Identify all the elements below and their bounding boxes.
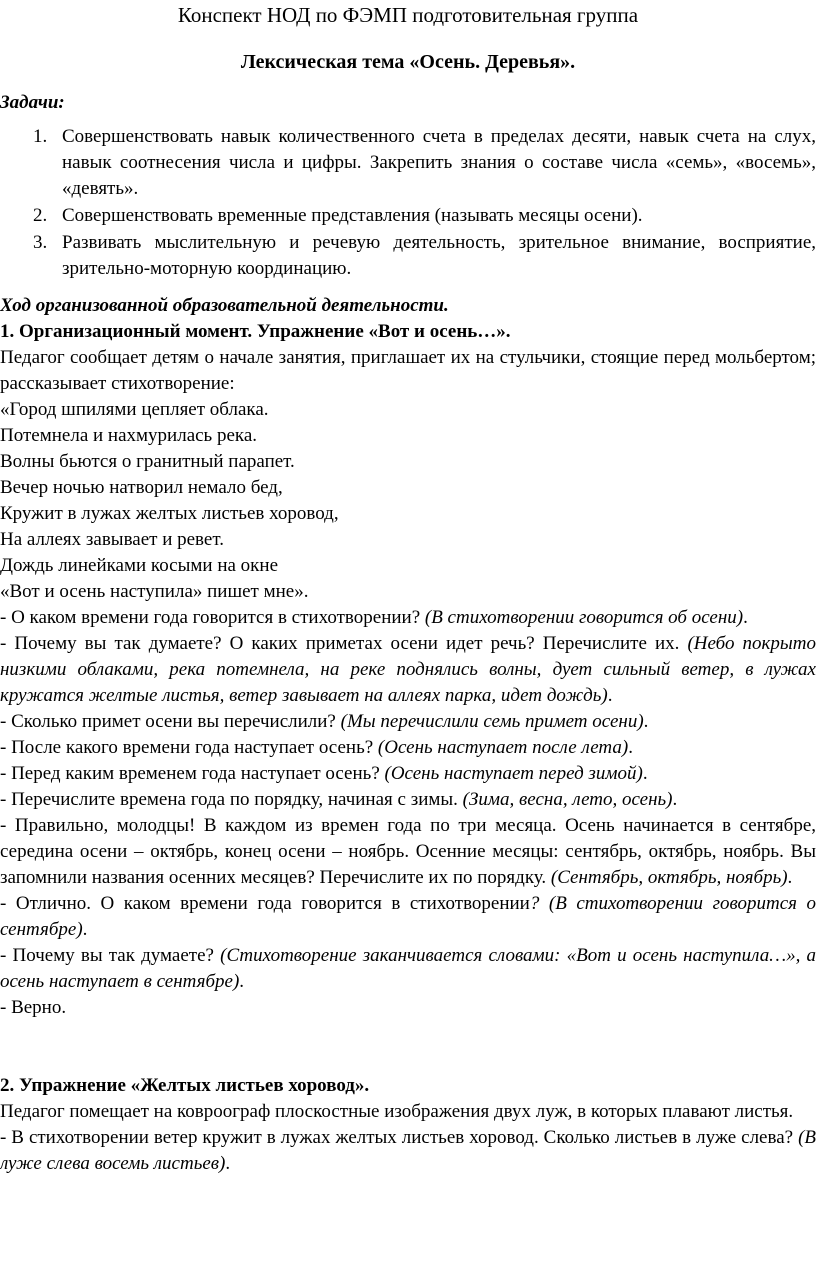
document-title: Конспект НОД по ФЭМП подготовительная группа	[177, 3, 639, 27]
question-text: - Почему вы так думаете?	[0, 945, 221, 966]
poem-line: Волны бьются о гранитный парапет.	[0, 451, 295, 472]
paragraph-spacer	[0, 1021, 816, 1073]
question-text: - В стихотворении ветер кружит в лужах желтых листьев хоровод. Сколько листьев в луже слева?	[0, 1127, 799, 1148]
lesson-body	[0, 293, 816, 1177]
question-text: - Сколько примет осени вы перечислили?	[0, 711, 341, 732]
question-text: - Верно.	[0, 997, 67, 1018]
poem-line: Вечер ночью натворил немало бед,	[0, 477, 283, 498]
task-number: 1.	[33, 126, 48, 147]
poem-line: Потемнела и нахмурилась река.	[0, 425, 258, 446]
dialogue-line	[0, 891, 816, 943]
sentence-end: .	[642, 763, 648, 784]
task-number: 3.	[33, 232, 48, 253]
poem-line: Кружит в лужах желтых листьев хоровод,	[0, 503, 339, 524]
answer-text: (Осень наступает перед зимой)	[384, 763, 643, 784]
sentence-end: .	[643, 711, 649, 732]
sentence-end: .	[787, 867, 793, 888]
course-heading: Ход организованной образовательной деятельности.	[0, 295, 449, 316]
dialogue-line	[0, 813, 816, 891]
dialogue-line	[0, 605, 816, 631]
section-1-heading: 1. Организационный момент. Упражнение «Вот и осень…».	[0, 321, 511, 342]
tasks-label: Задачи:	[0, 92, 65, 113]
dialogue-line	[0, 735, 816, 761]
answer-text: (Мы перечислили семь примет осени)	[340, 711, 644, 732]
section-2-heading: 2. Упражнение «Желтых листьев хоровод».	[0, 1075, 370, 1096]
question-text: - После какого времени года наступает осень?	[0, 737, 378, 758]
sentence-end: .	[672, 789, 678, 810]
answer-text: (Небо покрыто низкими облаками, река потемнела, на реке поднялись волны, дует сильный ветер, в лужах кружатся желтые листья, ветер завывает на аллеях парка, идет дождь)	[0, 633, 816, 706]
sentence-end: .	[607, 685, 613, 706]
question-text: - О каком времени года говорится в стихотворении?	[0, 607, 425, 628]
sentence-end: .	[82, 919, 88, 940]
answer-text: (В луже слева восемь листьев)	[0, 1127, 816, 1174]
sentence-end: .	[225, 1153, 231, 1174]
dialogue-line	[0, 995, 816, 1021]
sentence-end: .	[239, 971, 245, 992]
poem-line: «Город шпилями цепляет облака.	[0, 399, 269, 420]
question-text: - Перечислите времена года по порядку, начиная с зимы.	[0, 789, 463, 810]
question-text: - Правильно, молодцы! В каждом из времен года по три месяца. Осень начинается в сентябре, середина осени – октябрь, конец осени – ноябрь. Осенние месяцы: сентябрь, октябрь, ноябрь. Вы запомнили названия осенних месяцев? Перечислите их по порядку.	[0, 815, 816, 888]
task-text: Совершенствовать навык количественного счета в пределах десяти, навык счета на слух, навык соотнесения числа и цифры. Закрепить знания о составе числа «семь», «восемь», «девять».	[62, 126, 816, 199]
dialogue-line	[0, 943, 816, 995]
dialogue-line	[0, 787, 816, 813]
poem-line: «Вот и осень наступила» пишет мне».	[0, 581, 309, 602]
poem-line: Дождь линейками косыми на окне	[0, 555, 278, 576]
dialogue-line	[0, 761, 816, 787]
question-text: - Почему вы так думаете? О каких приметах осени идет речь? Перечислите их.	[0, 633, 688, 654]
answer-text: (Осень наступает после лета)	[377, 737, 629, 758]
dialogue-line	[0, 631, 816, 709]
section-1-intro: Педагог сообщает детям о начале занятия, приглашает их на стульчики, стоящие перед мольбертом; рассказывает стихотворение:	[0, 347, 816, 394]
answer-text: (Стихотворение заканчивается словами: «Вот и осень наступила…», а осень наступает в сентябре)	[0, 945, 816, 992]
answer-text: ? (В стихотворении говорится о сентябре)	[0, 893, 816, 940]
dialogue-line	[0, 709, 816, 735]
answer-text: (В стихотворении говорится об осени)	[424, 607, 744, 628]
section-2-intro: Педагог помещает на ковроограф плоскостные изображения двух луж, в которых плавают листья.	[0, 1101, 794, 1122]
answer-text: (Зима, весна, лето, осень)	[462, 789, 673, 810]
tasks-list	[0, 124, 816, 283]
task-item	[0, 230, 816, 282]
question-text: - Перед каким временем года наступает осень?	[0, 763, 385, 784]
task-text: Развивать мыслительную и речевую деятельность, зрительное внимание, восприятие, зрительно-моторную координацию.	[62, 232, 816, 279]
sentence-end: .	[628, 737, 633, 758]
task-number: 2.	[33, 205, 48, 226]
sentence-end: .	[743, 607, 748, 628]
task-item	[0, 124, 816, 202]
dialogue-line	[0, 1125, 816, 1177]
poem-line: На аллеях завывает и ревет.	[0, 529, 224, 550]
answer-text: (Сентябрь, октябрь, ноябрь)	[550, 867, 788, 888]
task-item	[0, 203, 816, 229]
task-text: Совершенствовать временные представления (называть месяцы осени).	[62, 205, 643, 226]
lexical-topic-heading: Лексическая тема «Осень. Деревья».	[240, 51, 576, 73]
question-text: - Отлично. О каком времени года говорится в стихотворении	[0, 893, 530, 914]
